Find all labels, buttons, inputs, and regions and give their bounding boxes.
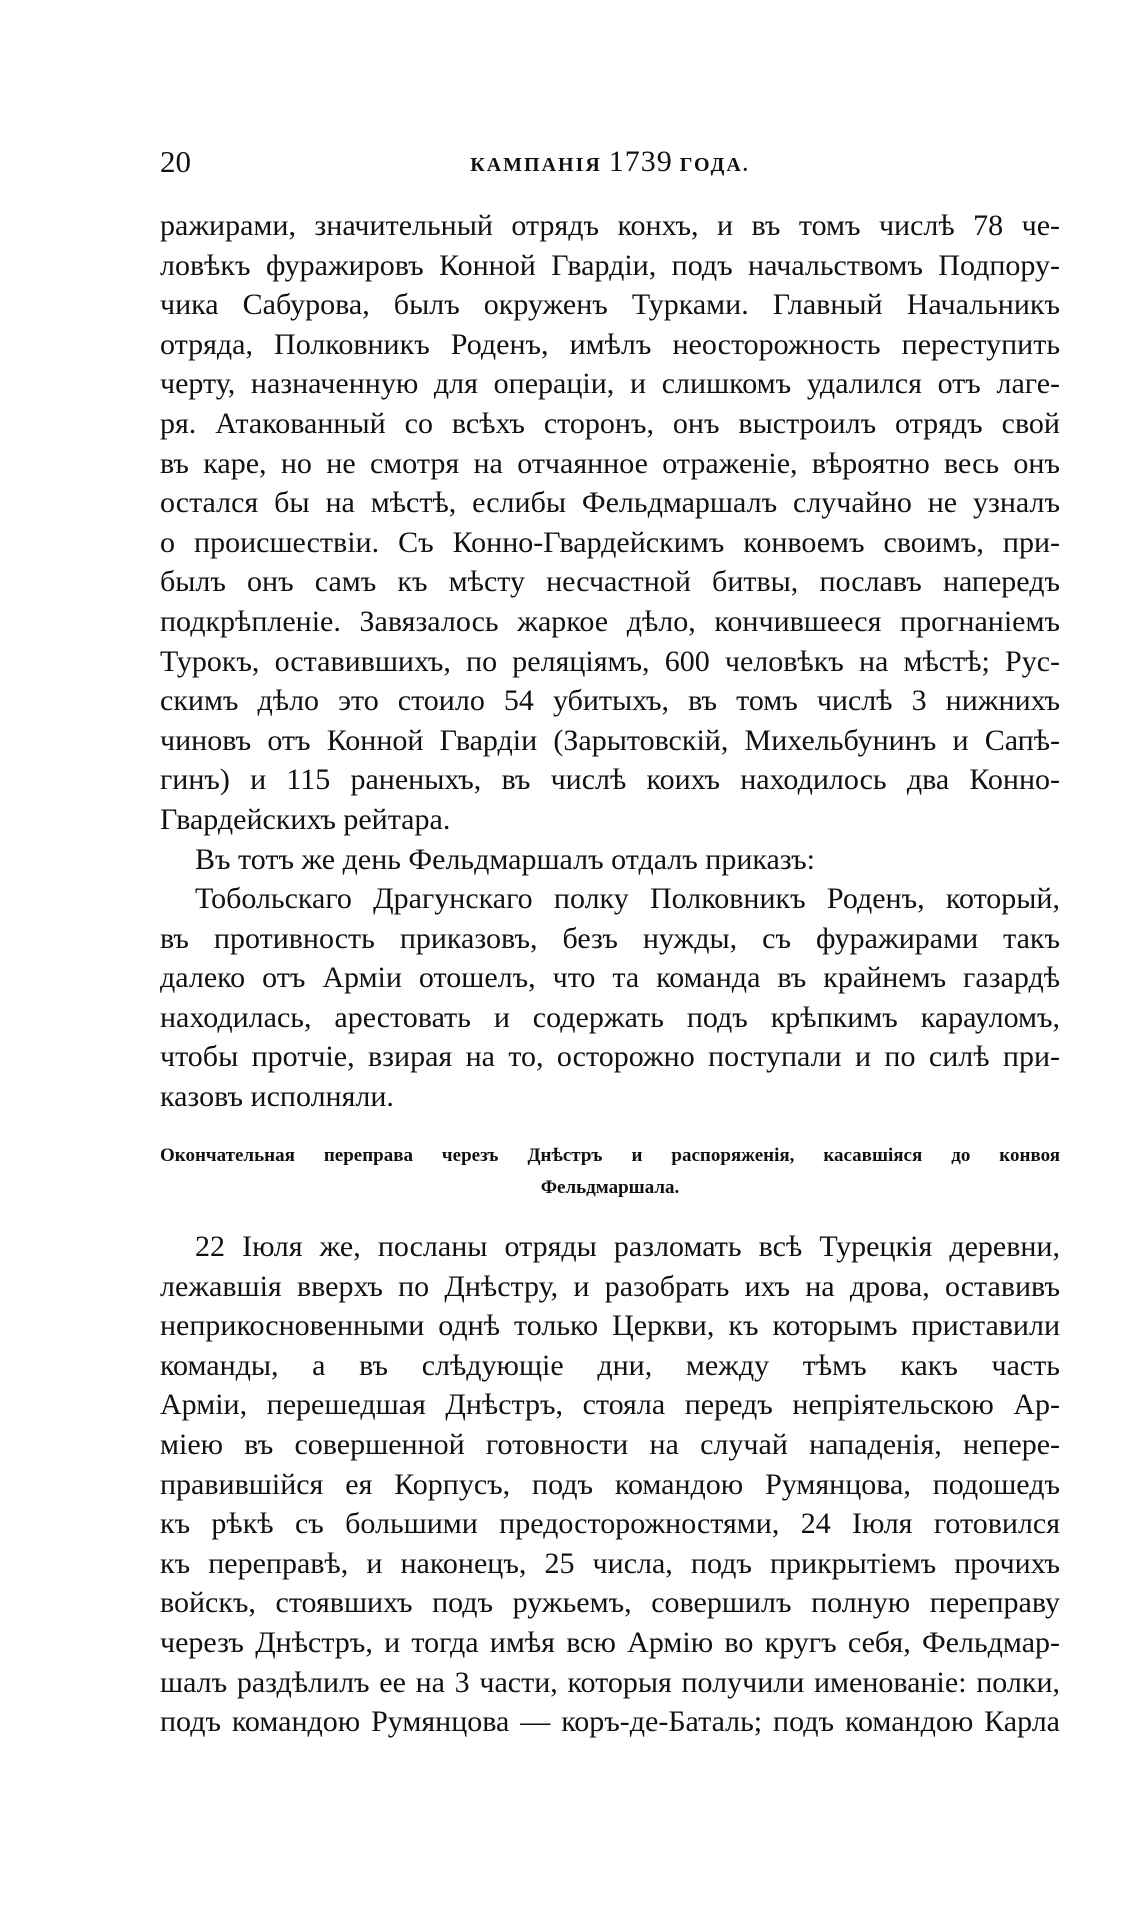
text-line: ря. Атакованный со всѣхъ сторонъ, онъ выстроилъ отрядъ свой (160, 406, 1060, 440)
text-line: подъ командою Румянцова — коръ-де-Баталь; подъ командою Карла (160, 1705, 1060, 1739)
text-line: ловѣкъ фуражировъ Конной Гвардіи, подъ начальствомъ Подпору- (160, 248, 1060, 282)
paragraph-4 (160, 1227, 1060, 1742)
text-line: черту, назначенную для операціи, и слишкомъ удалился отъ лаге- (160, 367, 1060, 401)
paragraph-1 (160, 206, 1060, 840)
text-line: неприкосновенными однѣ только Церкви, къ которымъ приставили (160, 1309, 1060, 1343)
subheading-line: Фельдмаршала. (540, 1177, 680, 1198)
running-head-end: ГОДА. (679, 154, 750, 176)
text-line: находилась, арестовать и содержать подъ крѣпкимъ карауломъ, (160, 1000, 1060, 1034)
text-line: о происшествіи. Съ Конно-Гвардейскимъ конвоемъ своимъ, при- (160, 525, 1060, 559)
paragraph-2 (160, 840, 1060, 880)
text-line: ражирами, значительный отрядъ конхъ, и въ томъ числѣ 78 че- (160, 209, 1060, 242)
text-line: въ противность приказовъ, безъ нужды, съ фуражирами такъ (160, 921, 1060, 955)
text-line: остался бы на мѣстѣ, еслибы Фельдмаршалъ случайно не узналъ (160, 486, 1060, 520)
text-line: казовъ исполняли. (160, 1080, 394, 1114)
section-subheading (160, 1140, 1060, 1204)
text-line: войскъ, стоявшихъ подъ ружьемъ, совершилъ полную переправу (160, 1586, 1060, 1620)
running-head-title: КАМПАНІЯ (470, 154, 602, 176)
text-line: чиновъ отъ Конной Гвардіи (Зарытовскій, Михельбунинъ и Сапѣ- (160, 723, 1060, 757)
text-line: былъ онъ самъ къ мѣсту несчастной битвы, пославъ напередъ (160, 565, 1060, 599)
running-head-year: 1739 (608, 145, 673, 178)
text-block-lower (160, 1227, 1060, 1742)
text-line: далеко отъ Арміи отошелъ, что та команда въ крайнемъ газардѣ (160, 961, 1060, 995)
text-line: міею въ совершенной готовности на случай нападенія, непере- (160, 1427, 1060, 1461)
text-line: Гвардейскихъ рейтара. (160, 802, 451, 836)
text-line: Арміи, перешедшая Днѣстръ, стояла передъ непріятельскою Ар- (160, 1388, 1060, 1422)
text-line: Турокъ, оставившихъ, по реляціямъ, 600 человѣкъ на мѣстѣ; Рус- (160, 644, 1060, 678)
text-line: подкрѣпленіе. Завязалось жаркое дѣло, кончившееся прогнаніемъ (160, 604, 1060, 638)
text-line: гинъ) и 115 раненыхъ, въ числѣ коихъ находилось два Конно- (160, 763, 1060, 797)
text-line: шалъ раздѣлилъ ее на 3 части, которыя получили именованіе: полки, (160, 1665, 1060, 1699)
text-line: чтобы протчіе, взирая на то, осторожно поступали и по силѣ при- (160, 1040, 1060, 1074)
text-line: отряда, Полковникъ Роденъ, имѣлъ неосторожность переступить (160, 327, 1060, 361)
text-line: Тобольскаго Драгунскаго полку Полковникъ Роденъ, который, (195, 882, 1060, 916)
text-line: правившійся ея Корпусъ, подъ командою Румянцова, подошедъ (160, 1467, 1060, 1501)
text-line: скимъ дѣло это стоило 54 убитыхъ, въ томъ числѣ 3 нижнихъ (160, 684, 1060, 718)
running-head (160, 142, 1060, 185)
paragraph-3-order (160, 879, 1060, 1117)
page-number: 20 (160, 144, 191, 179)
text-line: къ переправѣ, и наконецъ, 25 числа, подъ прикрытіемъ прочихъ (160, 1546, 1060, 1580)
subheading-line: Окончательная переправа черезъ Днѣстръ и распоряженія, касавшіяся до конвоя (160, 1145, 1060, 1166)
page-header (160, 142, 1060, 182)
text-line: лежавшія вверхъ по Днѣстру, и разобрать ихъ на дрова, оставивъ (160, 1269, 1060, 1303)
text-line: команды, а въ слѣдующіе дни, между тѣмъ какъ часть (160, 1348, 1060, 1382)
text-line: Въ тотъ же день Фельдмаршалъ отдалъ приказъ: (195, 842, 815, 876)
text-line: черезъ Днѣстръ, и тогда имѣя всю Армію во кругъ себя, Фельдмар- (160, 1625, 1060, 1659)
text-line: 22 Іюля же, посланы отряды разломать всѣ Турецкія деревни, (195, 1230, 1060, 1263)
text-line: въ каре, но не смотря на отчаянное отраженіе, вѣроятно весь онъ (160, 446, 1060, 480)
text-block-upper (160, 206, 1060, 1117)
text-line: чика Сабурова, былъ окруженъ Турками. Главный Начальникъ (160, 288, 1060, 322)
text-line: къ рѣкѣ съ большими предосторожностями, 24 Іюля готовился (160, 1507, 1060, 1541)
